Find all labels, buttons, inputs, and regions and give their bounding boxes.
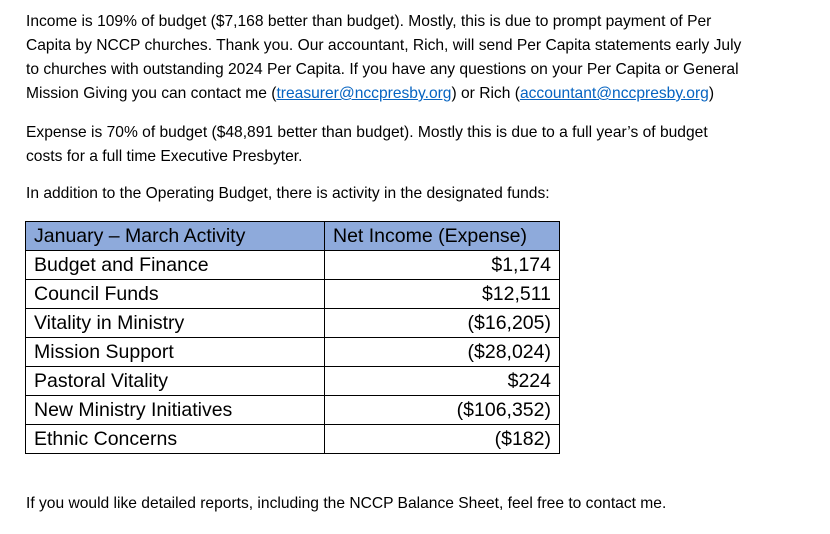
fund-name: Pastoral Vitality bbox=[26, 367, 325, 396]
designated-funds-intro: In addition to the Operating Budget, there is activity in the designated funds: bbox=[26, 185, 550, 202]
header-net-income: Net Income (Expense) bbox=[325, 222, 560, 251]
fund-amount: ($182) bbox=[325, 425, 560, 454]
fund-amount: ($28,024) bbox=[325, 338, 560, 367]
expense-paragraph bbox=[26, 121, 708, 169]
fund-amount: ($106,352) bbox=[325, 396, 560, 425]
designated-funds-table bbox=[25, 221, 560, 454]
fund-amount: $12,511 bbox=[325, 280, 560, 309]
fund-name: Vitality in Ministry bbox=[26, 309, 325, 338]
closing-paragraph: If you would like detailed reports, including the NCCP Balance Sheet, feel free to contact me. bbox=[26, 495, 667, 512]
table-header-row bbox=[26, 222, 560, 251]
table-row bbox=[26, 396, 560, 425]
income-line-4-start: Mission Giving you can contact me ( bbox=[26, 85, 277, 102]
table-row bbox=[26, 280, 560, 309]
expense-line-1: Expense is 70% of budget ($48,891 better than budget). Mostly this is due to a full year’s of budget bbox=[26, 124, 708, 141]
table-row bbox=[26, 338, 560, 367]
fund-name: Budget and Finance bbox=[26, 251, 325, 280]
table-row bbox=[26, 251, 560, 280]
treasurer-email-link[interactable]: treasurer@nccpresby.org bbox=[276, 85, 452, 102]
table-row bbox=[26, 425, 560, 454]
income-line-3: to churches with outstanding 2024 Per Capita. If you have any questions on your Per Capita or General bbox=[26, 61, 739, 78]
income-line-4-mid: ) or Rich ( bbox=[451, 85, 520, 102]
fund-name: Ethnic Concerns bbox=[26, 425, 325, 454]
income-line-4 bbox=[26, 82, 741, 106]
header-activity: January – March Activity bbox=[26, 222, 325, 251]
income-line-4-end: ) bbox=[708, 85, 715, 102]
fund-amount: ($16,205) bbox=[325, 309, 560, 338]
table-row bbox=[26, 309, 560, 338]
fund-name: New Ministry Initiatives bbox=[26, 396, 325, 425]
income-line-1: Income is 109% of budget ($7,168 better than budget). Mostly, this is due to prompt payment of Per bbox=[26, 13, 712, 30]
fund-amount: $1,174 bbox=[325, 251, 560, 280]
fund-name: Mission Support bbox=[26, 338, 325, 367]
expense-line-2: costs for a full time Executive Presbyter. bbox=[26, 148, 303, 165]
fund-amount: $224 bbox=[325, 367, 560, 396]
fund-name: Council Funds bbox=[26, 280, 325, 309]
table-row bbox=[26, 367, 560, 396]
accountant-email-link[interactable]: accountant@nccpresby.org bbox=[519, 85, 709, 102]
income-paragraph bbox=[26, 10, 741, 106]
income-line-2: Capita by NCCP churches. Thank you. Our accountant, Rich, will send Per Capita statements early July bbox=[26, 37, 742, 54]
